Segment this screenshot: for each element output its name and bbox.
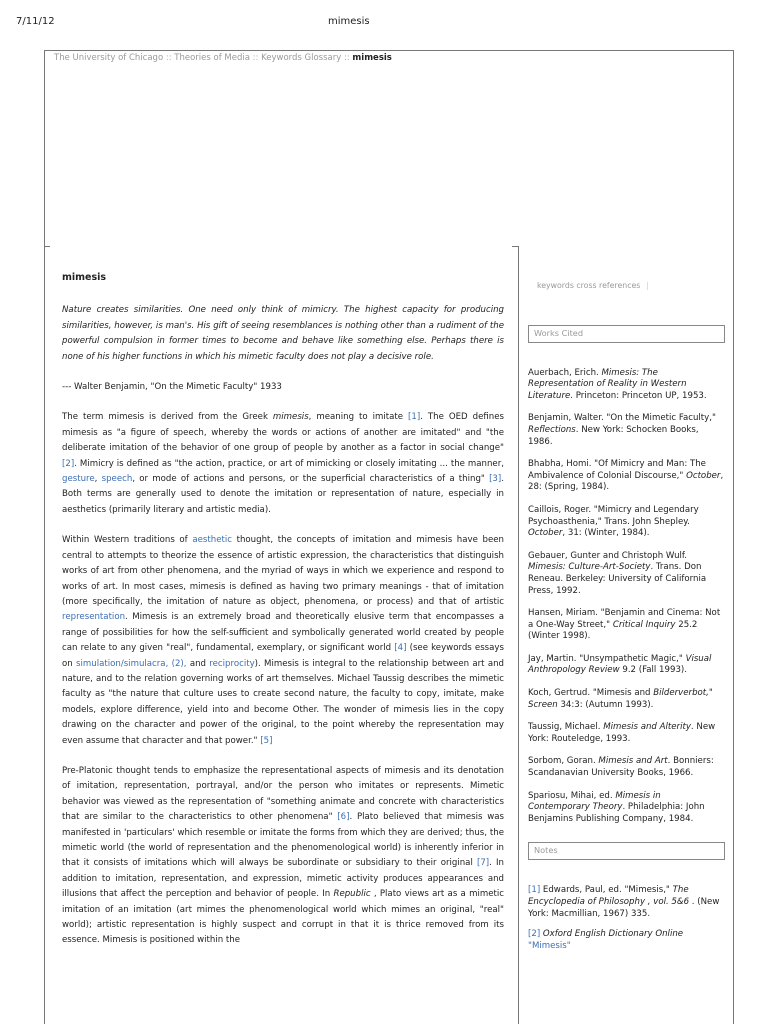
keywords-cross-references[interactable] (537, 280, 724, 292)
sidebar-divider-tick (512, 246, 518, 247)
frame-right-rule (733, 50, 734, 1024)
works-cited-entry: Gebauer, Gunter and Christoph Wulf. Mimesis: Culture-Art-Society. Trans. Don Reneau. Berkeley: University of California Press, 1992. (528, 550, 707, 596)
note-ref-2[interactable]: [2] (528, 929, 541, 940)
breadcrumb-theories-of-media[interactable]: Theories of Media (174, 53, 250, 63)
xref-label[interactable]: keywords cross references (537, 281, 641, 290)
paragraph-3: Pre-Platonic thought tends to emphasize the representational aspects of mimesis and its denotation of imitation, representation, portrayal, and/or the person who imitates or represents. Mimetic behavior was viewed as the representation of "something animate and concrete with characteristics that are similar to the characteristics to other phenomena" [6]. Plato believed that mimesis was manifested in 'particulars' which resemble or imitate the forms from which they are derived; thus, the mimetic world (the world of representation and the phenomenological world) is inherently inferior in that it consists of imitations which will always be subordinate or subsidiary to their original [7]. In addition to imitation, representation, and expression, mimetic activity produces appearances and illusions that affect the perception and behavior of people. In Republic , Plato views art as a mimetic imitation of an imitation (art mimes the phenomenological world which mimes an original, "real" world); artistic representation is highly suspect and corrupt in that it is thrice removed from its essence. Mimesis is positioned within the (62, 765, 504, 946)
footnote-ref-6[interactable]: [6] (337, 812, 350, 823)
term-mimesis: mimesis (272, 412, 309, 423)
breadcrumb-current: mimesis (352, 53, 392, 63)
breadcrumb-separator: :: (252, 53, 259, 63)
paragraph-1: The term mimesis is derived from the Greek mimesis, meaning to imitate [1]. The OED defines mimesis as "a figure of speech, whereby the words or actions of another are imitated" and "the deliberate imitation of the behavior of one group of people by another as a factor in social change" [2]. Mimicry is defined as "the action, practice, or art of mimicking or closely imitating ... the manner, gesture, speech, or mode of actions and persons, or the superficial characteristics of a thing" [3]. Both terms are generally used to denote the imitation or representation of nature, especially in aesthetics (primarily literary and artistic media). (62, 412, 504, 515)
link-gesture[interactable]: gesture (62, 474, 95, 485)
epigraph: Nature creates similarities. One need only think of mimicry. The highest capacity for producing similarities, however, is man's. His gift of seeing resemblances is nothing other than a rudiment of the powerful compulsion in former times to become and behave like something else. Perhaps there is none of his higher functions in which his mimetic faculty does not play a decisive role. (62, 305, 504, 362)
article (62, 270, 504, 964)
works-cited-entry: Caillois, Roger. "Mimicry and Legendary Psychoasthenia," Trans. John Shepley. October, 31: (Winter, 1984). (528, 504, 699, 539)
epigraph-attribution: --- Walter Benjamin, "On the Mimetic Faculty" 1933 (62, 382, 282, 393)
print-header (0, 16, 768, 30)
works-cited-entry: Sorbom, Goran. Mimesis and Art. Bonniers: Scandanavian University Books, 1966. (528, 756, 714, 779)
footnote-ref-1[interactable]: [1] (408, 412, 421, 423)
breadcrumb (54, 53, 392, 63)
works-cited-list (528, 368, 724, 826)
link-speech[interactable]: speech (101, 474, 133, 485)
footnote-ref-4[interactable]: [4] (394, 643, 407, 654)
works-cited-entry: Jay, Martin. "Unsympathetic Magic," Visual Anthropology Review 9.2 (Fall 1993). (528, 653, 712, 676)
breadcrumb-university[interactable]: The University of Chicago (54, 53, 164, 63)
breadcrumb-separator: :: (343, 53, 350, 63)
breadcrumb-keywords-glossary[interactable]: Keywords Glossary (261, 53, 342, 63)
print-date: 7/11/12 (16, 16, 55, 27)
works-cited-entry: Taussig, Michael. Mimesis and Alterity. New York: Routeledge, 1993. (528, 722, 716, 744)
works-cited-heading: Works Cited (528, 325, 725, 343)
breadcrumb-separator: :: (165, 53, 172, 63)
print-title: mimesis (328, 16, 370, 27)
footnote-ref-5[interactable]: [5] (260, 735, 273, 746)
works-cited-entry: Auerbach, Erich. Mimesis: The Representation of Reality in Western Literature. Princeton: Princeton UP, 1953. (528, 367, 707, 401)
frame-left-rule (44, 50, 45, 246)
works-cited-entry: Koch, Gertrud. "Mimesis and Bilderverbot," Screen 34:3: (Autumn 1993). (528, 688, 713, 710)
footnote-ref-3[interactable]: [3] (489, 474, 502, 485)
article-title: mimesis (62, 272, 107, 283)
term-republic: Republic (333, 889, 371, 900)
frame-left-lower-rule (44, 246, 45, 1024)
footnote-ref-7[interactable]: [7] (476, 858, 490, 869)
xref-divider: | (646, 281, 649, 290)
paragraph-2: Within Western traditions of aesthetic thought, the concepts of imitation and mimesis have been central to attempts to theorize the essence of artistic expression, the characteristics that distinguish works of art from other phenomena, and the myriad of ways in which we experience and respond to works of art. In most cases, mimesis is defined as having two primary meanings - that of imitation (more specifically, the imitation of nature as object, phenomena, or process) and that of artistic representation. Mimesis is an extremely broad and theoretically elusive term that encompasses a range of possibilities for how the self-sufficient and symbolically generated world created by people can relate to any given "real", fundamental, exemplary, or significant world [4] (see keywords essays on simulation/simulacra, (2), and reciprocity). Mimesis is integral to the relationship between art and nature, and to the relation governing works of art themselves. Michael Taussig describes the mimetic faculty as "the nature that culture uses to create second nature, the faculty to copy, imitate, make models, explore difference, yield into and become Other. The wonder of mimesis lies in the copy drawing on the character and power of the original, to the point whereby the representation may even assume that character and that power." [5] (62, 535, 505, 746)
link-reciprocity[interactable]: reciprocity (209, 658, 255, 669)
frame-left-tick (44, 246, 50, 247)
link-representation[interactable]: representation (62, 612, 126, 623)
link-simulation-simulacra[interactable]: simulation/simulacra, (2), (76, 658, 187, 669)
notes-heading: Notes (528, 842, 725, 860)
sidebar-divider (518, 246, 519, 1024)
link-aesthetic[interactable]: aesthetic (192, 535, 232, 546)
works-cited-entry: Spariosu, Mihai, ed. Mimesis in Contemporary Theory. Philadelphia: John Benjamins Publishing Company, 1984. (528, 790, 705, 824)
note-entry: [1] Edwards, Paul, ed. "Mimesis," The Encyclopedia of Philosophy , vol. 5&6 . (New York: Macmillian, 1967) 335. (528, 885, 720, 919)
works-cited-entry: Hansen, Miriam. "Benjamin and Cinema: Not a One-Way Street," Critical Inquiry 25.2 (Winter 1998). (528, 608, 721, 642)
works-cited-entry: Benjamin, Walter. "On the Mimetic Faculty," Reflections. New York: Schocken Books, 1986. (528, 413, 716, 447)
note-entry: [2] Oxford English Dictionary Online "Mimesis" (528, 929, 684, 951)
works-cited-entry: Bhabha, Homi. "Of Mimicry and Man: The Ambivalence of Colonial Discourse," October, 28: (Spring, 1984). (528, 459, 724, 493)
footnote-ref-2[interactable]: [2] (62, 458, 75, 469)
note-ref-1[interactable]: [1] (528, 885, 541, 896)
notes-list (528, 885, 724, 952)
sidebar (528, 280, 724, 961)
